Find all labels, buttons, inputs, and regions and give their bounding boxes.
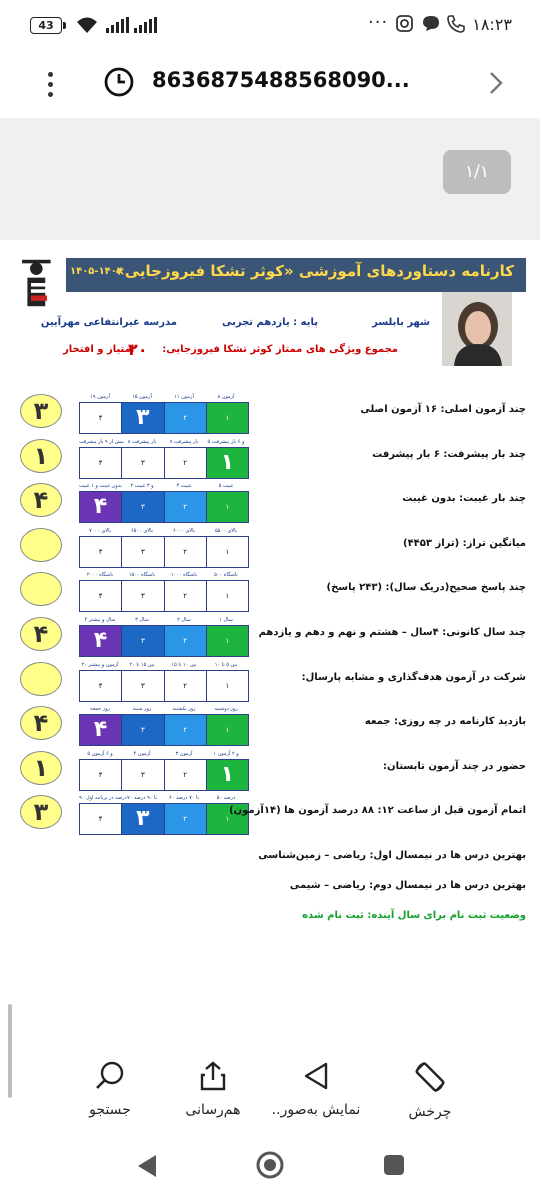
level-caption: ۱ و ۲ آزمون (213, 750, 239, 757)
level-caption: بیش از ۹ بار پیشرفت (79, 438, 124, 445)
battery-indicator: 43 (30, 17, 62, 34)
score-circle: ۱ (20, 439, 62, 473)
registration-status: وضعیت ثبت نام برای سال آینده: ثبت نام شده (302, 910, 526, 921)
rotate-button[interactable] (370, 1060, 490, 1120)
criteria-row (0, 522, 540, 566)
level-cell: ۳ (121, 760, 163, 790)
criteria-label: چند سال کانونی: ۴سال – هشتم و نهم و دهم و یازدهم (258, 627, 526, 638)
level-caption: ۹۰ درصد در برنامه اول (79, 795, 127, 802)
level-cell: ۳ (121, 537, 163, 567)
system-nav-bar (0, 1140, 540, 1200)
signal-icon (106, 17, 130, 33)
level-caption: بین ۵ تا ۱۰ (214, 661, 238, 668)
level-cell: ۳ (121, 715, 163, 745)
level-boxes (79, 536, 249, 568)
criteria-row (0, 477, 540, 521)
report-header (66, 258, 526, 292)
level-boxes (79, 670, 249, 702)
document-title: 8636875488568090... (152, 68, 410, 92)
phone-icon (447, 15, 465, 33)
criteria-label: چند پاسخ صحیح(دریک سال): (۲۴۳ پاسخ) (326, 582, 526, 594)
level-caption: ۳ آزمون (175, 750, 193, 757)
level-caption: بین ۱۰ تا ۱۵ (171, 661, 197, 668)
show-as-button[interactable] (256, 1060, 376, 1118)
chat-icon (422, 15, 440, 32)
level-caption: روز دوشنبه (214, 706, 238, 713)
viewer-toolbar (0, 50, 540, 118)
level-caption: ۴ غیبت (176, 483, 192, 490)
level-cell: ۲ (164, 760, 206, 790)
level-caption: ۱ سال (219, 617, 233, 623)
level-cell: ۱ (206, 671, 248, 701)
bottom-toolbar (0, 1050, 540, 1140)
recents-nav-icon[interactable] (383, 1154, 405, 1176)
level-caption: ۶۰ تا ۷۰ درصد (169, 795, 199, 802)
more-notifications-icon: ··· (368, 12, 389, 33)
level-caption: بالای ۶۵۰۰ (130, 527, 154, 534)
instagram-icon (396, 15, 413, 32)
level-cell: ۴ (80, 492, 121, 522)
level-cell: ۴ (98, 815, 103, 824)
level-cell: ۴ (98, 458, 103, 467)
level-caption: ۲ سال (177, 617, 191, 623)
level-cell: ۴ (98, 414, 103, 422)
level-cell: ۲ (164, 448, 206, 478)
criteria-row (0, 745, 540, 789)
level-caption: ۲ و ۳ غیبت (130, 483, 154, 490)
score-circle: ۳ (20, 795, 62, 829)
criteria-row (0, 388, 540, 432)
criteria-label: چند بار غیبت: بدون غیبت (402, 493, 526, 505)
city-label: شهر بابلسر (372, 317, 430, 328)
level-cell: ۴ (98, 770, 103, 779)
level-caption: باشگاه ۲۰۰۰ (86, 572, 114, 579)
grade-label: پایه : یازدهم تجربی (221, 317, 318, 328)
level-cell: ۱ (206, 448, 248, 478)
level-caption: باشگاه ۵۰۰ (214, 572, 238, 579)
level-caption: ۷۰ تا ۹۰ درصد (127, 795, 157, 802)
best-subjects-second: بهترین درس ها در نیمسال دوم: ریاضی – شیمی (289, 880, 526, 891)
level-cell: ۴ (80, 715, 121, 745)
criteria-label: میانگین تراز: (تراز ۴۴۵۳) (402, 537, 526, 549)
score-circle: ۱ (20, 751, 62, 785)
share-icon (197, 1060, 229, 1092)
search-icon (94, 1060, 126, 1092)
level-caption: ۲۰ آزمون و بیشتر (81, 661, 119, 668)
level-caption: بالای ۶۰۰۰ (172, 527, 196, 534)
level-caption: روز یکشنبه (172, 706, 196, 713)
level-cell: ۱ (206, 626, 248, 656)
level-cell: ۴ (98, 547, 103, 556)
criteria-row (0, 611, 540, 655)
score-circle (20, 662, 62, 696)
level-cell: ۲ (164, 581, 206, 611)
criteria-label: چند آزمون اصلی: ۱۶ آزمون اصلی (360, 404, 526, 415)
share-label: هم‌رسانی (185, 1102, 241, 1118)
level-caption: روز شنبه (132, 706, 152, 713)
page-indicator: ۱/۱ (443, 150, 511, 194)
level-caption: ۳ سال (135, 617, 149, 623)
level-cell: ۱ (206, 492, 248, 522)
back-nav-icon[interactable] (134, 1153, 158, 1179)
chevron-right-icon[interactable] (488, 70, 504, 96)
level-caption: ۱۵ آزمون (132, 394, 152, 400)
status-bar (0, 0, 540, 50)
best-subjects-first: بهترین درس ها در نیمسال اول: ریاضی – زمین‌شناسی (258, 850, 526, 861)
level-caption: ۱۹ آزمون (90, 394, 110, 400)
score-circle: ۳ (20, 394, 62, 428)
play-back-icon (300, 1060, 332, 1092)
level-cell: ۴ (80, 626, 121, 656)
level-boxes (79, 625, 249, 657)
criteria-label: چند بار پیشرفت: ۶ بار پیشرفت (372, 448, 526, 460)
report-year: ۱۴۰۵-۱۴۰۴ (70, 266, 123, 277)
level-cell: ۳ (121, 492, 163, 522)
criteria-label: اتمام آزمون قبل از ساعت ۱۲: ۸۸ درصد آزمون ها (۱۴آزمون) (229, 805, 526, 817)
level-cell: ۳ (121, 671, 163, 701)
level-caption: بدون غیبت و ۱ غیبت (79, 483, 122, 490)
level-caption: ۷ بار پیشرفت (169, 438, 199, 445)
criteria-label: شرکت در آزمون هدف‌گذاری و مشابه پارسال: (301, 671, 526, 683)
criteria-row (0, 789, 540, 833)
student-photo (442, 292, 512, 366)
level-caption: ۵ و ۶ بار پیشرفت (207, 438, 245, 445)
level-caption: ۵ و ۶ آزمون (87, 750, 113, 757)
level-caption: بالای ۵۵۰۰ (214, 527, 238, 534)
level-caption: ۸ بار پیشرفت (127, 438, 157, 445)
report-title: کارنامه دستاوردهای آموزشی «کوثر تشکا فیروزجایی» (115, 262, 514, 280)
level-cell: ۴ (98, 592, 103, 601)
criteria-row (0, 656, 540, 700)
level-caption: بالای ۷۰۰۰ (88, 527, 112, 534)
level-boxes (79, 759, 249, 791)
level-cell: ۲ (164, 403, 206, 433)
level-caption: ۱۱ آزمون (174, 394, 194, 400)
search-button[interactable] (50, 1060, 170, 1118)
clock-icon[interactable] (103, 66, 135, 98)
level-boxes (79, 447, 249, 479)
more-vertical-icon[interactable] (38, 68, 62, 100)
school-logo (18, 258, 60, 308)
criteria-row (0, 433, 540, 477)
level-cell: ۱ (206, 804, 248, 834)
level-cell: ۱ (206, 537, 248, 567)
rotate-icon (413, 1060, 447, 1094)
show-as-label: نمایش به‌صور.. (271, 1102, 361, 1118)
score-circle: ۴ (20, 706, 62, 740)
level-caption: ۸ آزمون (217, 394, 235, 400)
level-cell: ۱ (206, 581, 248, 611)
level-cell: ۴ (98, 681, 103, 690)
score-unit: امتیاز و افتخار (63, 344, 135, 355)
level-cell: ۱ (206, 715, 248, 745)
level-cell: ۲ (164, 671, 206, 701)
score-value: ۲۰ (128, 340, 148, 359)
score-circle: ۴ (20, 483, 62, 517)
level-caption: ۵ غیبت (218, 483, 234, 490)
level-boxes (79, 491, 249, 523)
level-cell: ۲ (164, 715, 206, 745)
wifi-icon (74, 15, 100, 35)
report-card-document (0, 240, 540, 1000)
level-cell: ۲ (164, 626, 206, 656)
level-boxes (79, 714, 249, 746)
level-caption: ۴ آزمون (133, 750, 151, 757)
level-cell: ۳ (121, 448, 163, 478)
search-label: جستجو (89, 1102, 131, 1118)
level-cell: ۳ (121, 403, 163, 433)
school-label: مدرسه غیرانتفاعی مهرآیین (40, 317, 177, 328)
level-boxes (79, 580, 249, 612)
sum-label: مجموع ویژگی های ممتاز کوثر تشکا فیروزجایی: (162, 344, 398, 355)
level-cell: ۲ (164, 537, 206, 567)
level-boxes (79, 402, 249, 434)
level-cell: ۱ (206, 760, 248, 790)
criteria-row (0, 566, 540, 610)
level-cell: ۳ (121, 581, 163, 611)
level-cell: ۱ (206, 403, 248, 433)
score-circle (20, 528, 62, 562)
criteria-label: بازدید کارنامه در چه روزی: جمعه (364, 716, 526, 728)
level-cell: ۳ (121, 626, 163, 656)
level-caption: ۵۰ درصد (216, 795, 236, 802)
level-cell: ۲ (164, 492, 206, 522)
score-circle (20, 572, 62, 606)
level-caption: باشگاه ۱۵۰۰ (128, 572, 156, 579)
level-caption: ۴ سال و بیشتر (84, 617, 116, 623)
rotate-label: چرخش (408, 1104, 452, 1120)
level-caption: بین ۱۵ تا ۲۰ (129, 661, 155, 668)
criteria-row (0, 700, 540, 744)
share-button[interactable] (153, 1060, 273, 1118)
level-caption: باشگاه ۱۰۰۰ (170, 572, 198, 579)
level-cell: ۳ (121, 804, 163, 834)
home-nav-icon[interactable] (255, 1150, 285, 1180)
level-caption: روز جمعه (90, 706, 110, 713)
level-cell: ۲ (164, 804, 206, 834)
score-circle: ۴ (20, 617, 62, 651)
criteria-label: حضور در چند آزمون تابستان: (383, 760, 526, 772)
level-boxes (79, 803, 249, 835)
signal-icon (134, 17, 158, 33)
clock-time: ۱۸:۲۳ (472, 15, 512, 34)
